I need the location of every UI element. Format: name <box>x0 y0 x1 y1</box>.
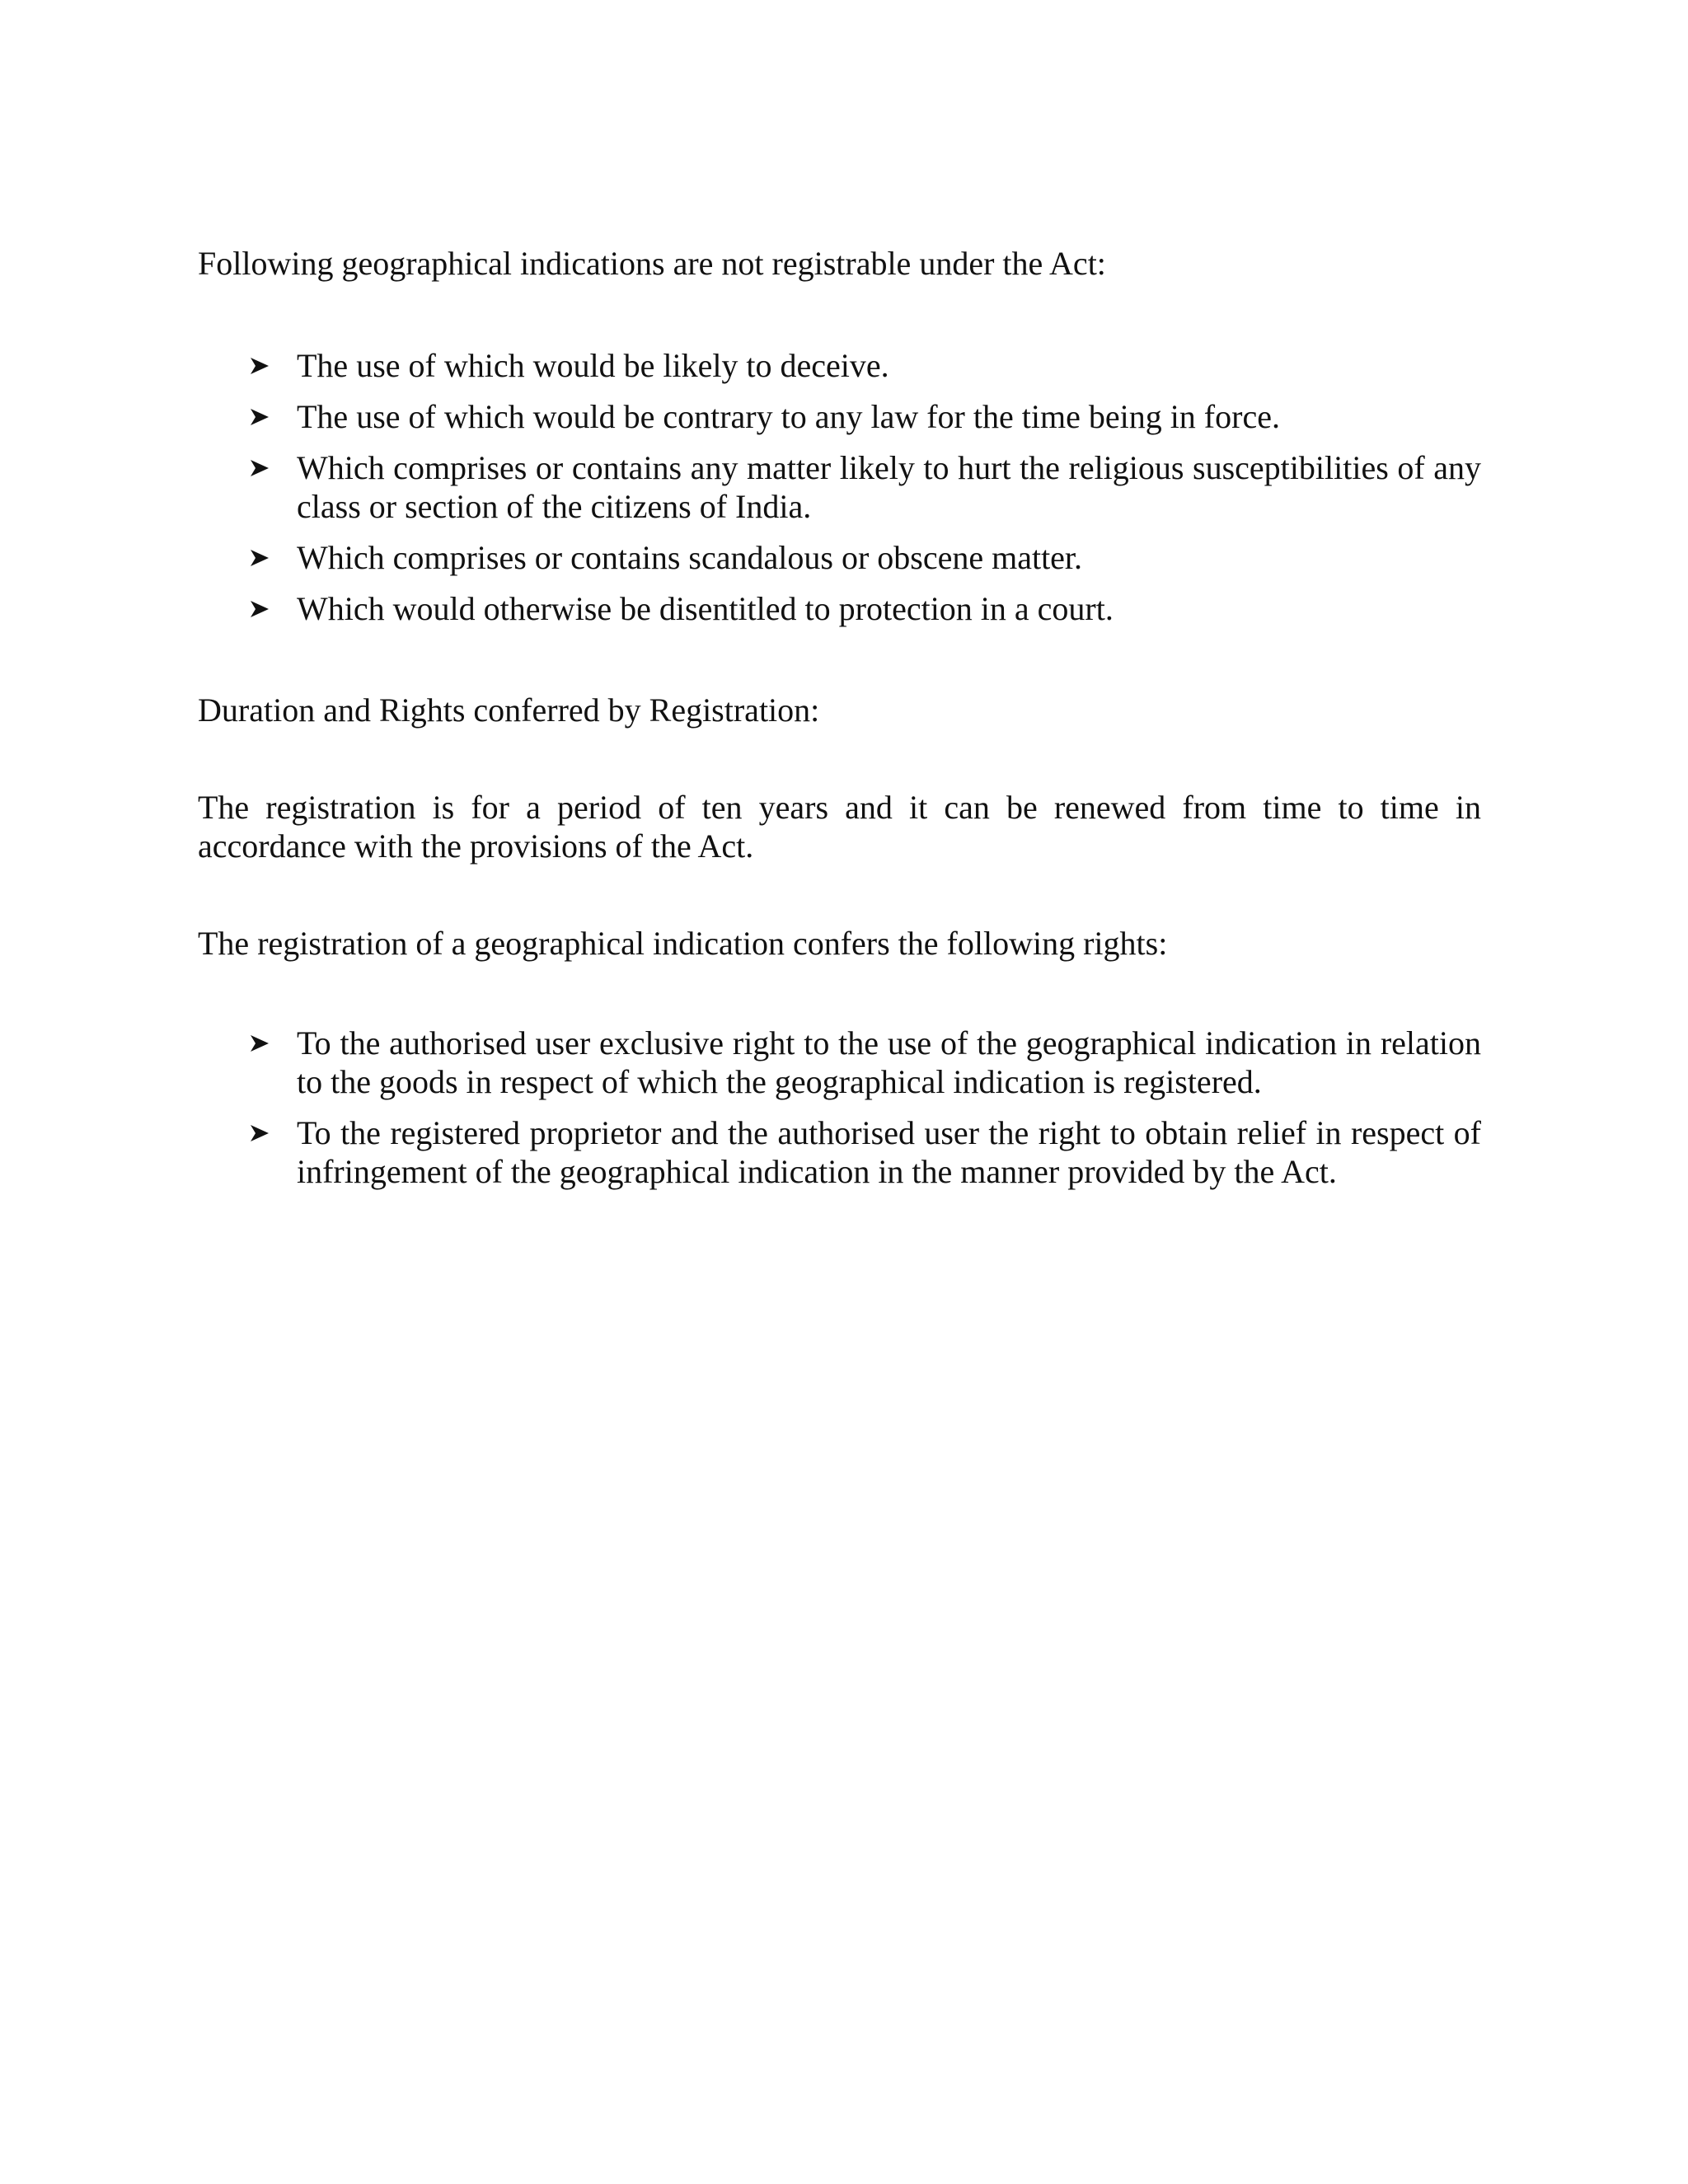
list-item <box>198 589 1481 628</box>
list-item-text: The use of which would be contrary to any law for the time being in force. <box>297 398 1280 435</box>
arrowhead-bullet-icon <box>247 1113 272 1152</box>
rights-intro: The registration of a geographical indication confers the following rights: <box>198 925 1168 962</box>
arrowhead-bullet-icon <box>247 589 272 628</box>
arrowhead-bullet-icon <box>247 397 272 436</box>
list-item-text: The use of which would be likely to deceive. <box>297 347 889 384</box>
arrowhead-bullet-icon <box>247 346 272 385</box>
list-item <box>198 346 1481 385</box>
list-item <box>198 1024 1481 1101</box>
list-item-text: To the authorised user exclusive right to the use of the geographical indication in relation to the goods in respect of which the geographical indication is registered. <box>297 1024 1481 1100</box>
list-item-text: Which would otherwise be disentitled to protection in a court. <box>297 590 1114 627</box>
list-item <box>198 448 1481 526</box>
section-intro: Following geographical indications are not registrable under the Act: <box>198 245 1106 282</box>
list-item <box>198 1113 1481 1191</box>
rights-list <box>198 1024 1481 1191</box>
arrowhead-bullet-icon <box>247 448 272 487</box>
list-item-text: Which comprises or contains scandalous or obscene matter. <box>297 539 1083 576</box>
duration-paragraph: The registration is for a period of ten years and it can be renewed from time to time in accordance with the provisions of the Act. <box>198 789 1481 865</box>
arrowhead-bullet-icon <box>247 1024 272 1062</box>
list-item-text: To the registered proprietor and the authorised user the right to obtain relief in respect of infringement of the geographical indication in the manner provided by the Act. <box>297 1114 1481 1190</box>
list-item <box>198 397 1481 436</box>
list-item <box>198 538 1481 577</box>
section-heading: Duration and Rights conferred by Registration: <box>198 691 820 729</box>
arrowhead-bullet-icon <box>247 538 272 577</box>
list-item-text: Which comprises or contains any matter likely to hurt the religious susceptibilities of any class or section of the citizens of India. <box>297 449 1481 525</box>
non-registrable-list <box>198 346 1481 628</box>
